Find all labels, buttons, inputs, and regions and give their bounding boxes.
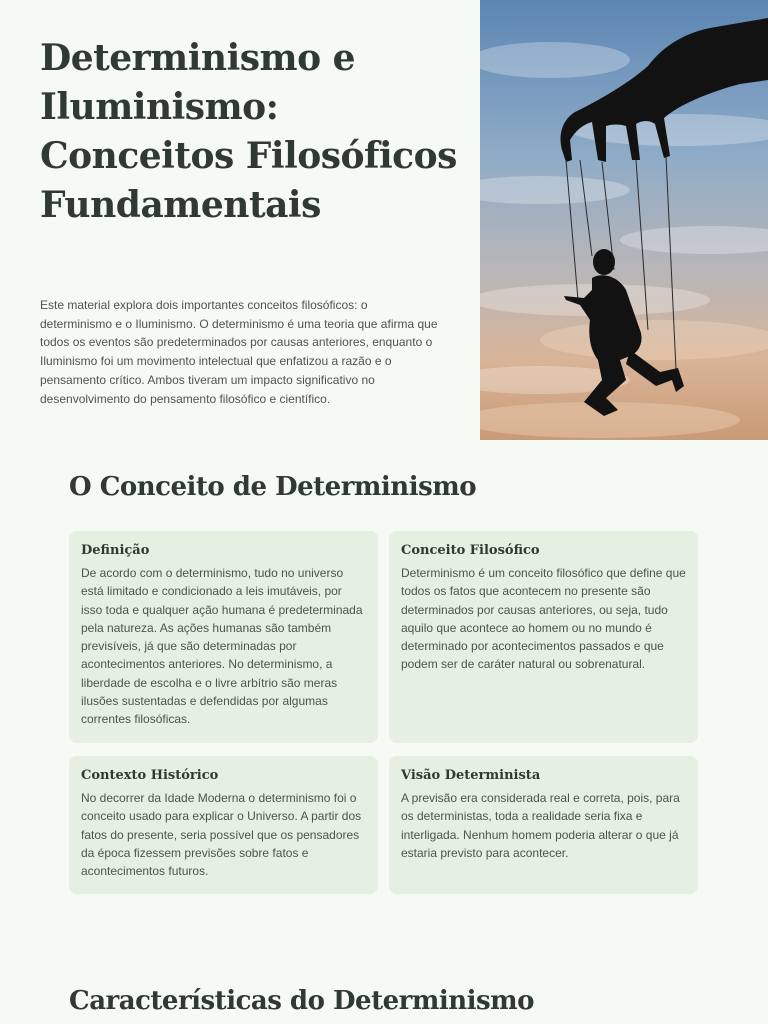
card-contexto-historico	[69, 756, 378, 894]
puppet-hand-image	[480, 0, 768, 440]
card-title: Contexto Histórico	[81, 768, 219, 783]
card-title: Visão Determinista	[401, 768, 541, 783]
card-text: No decorrer da Idade Moderna o determinismo foi o conceito usado para explicar o Universo. A partir dos fatos do presente, seria possível que os pensadores da época fizessem previsões sobre fatos e acontecimentos futuros.	[81, 791, 362, 879]
section-title-characteristics: Características do Determinismo	[69, 986, 535, 1016]
card-conceito-filosofico	[389, 531, 698, 743]
card-visao-determinista	[389, 756, 698, 894]
card-title: Definição	[81, 543, 150, 558]
card-definicao	[69, 531, 378, 743]
card-text: A previsão era considerada real e correta, pois, para os deterministas, toda a realidade seria fixa e interligada. Nenhum homem poderia alterar o que já estaria previsto para acontecer.	[401, 791, 680, 860]
card-text: Determinismo é um conceito filosófico que define que todos os fatos que acontecem no presente são determinados por causas anteriores, ou seja, tudo aquilo que acontece ao homem ou no mundo é determinado por acontecimentos passados e que podem ser de caráter natural ou sobrenatural.	[401, 566, 686, 672]
section-title-concept: O Conceito de Determinismo	[69, 472, 477, 502]
page-title: Determinismo e Iluminismo: Conceitos Filosóficos Fundamentais	[40, 37, 457, 226]
card-text: De acordo com o determinismo, tudo no universo está limitado e condicionado a leis imutáveis, por isso toda e qualquer ação humana é predeterminada pela natureza. As ações humanas são também previsíveis, já que são determinadas por acontecimentos anteriores. No determinismo, a liberdade de escolha e o livre arbítrio são meras ilusões sustentadas e defendidas por algumas correntes filosóficas.	[81, 566, 363, 727]
intro-paragraph: Este material explora dois importantes conceitos filosóficos: o determinismo e o Iluminismo. O determinismo é uma teoria que afirma que todos os eventos são predeterminados por causas anteriores, enquanto o Iluminismo foi um movimento intelectual que enfatizou a razão e o pensamento crítico. Ambos tiveram um impacto significativo no desenvolvimento do pensamento filosófico e científico.	[40, 298, 438, 406]
card-title: Conceito Filosófico	[401, 543, 540, 558]
